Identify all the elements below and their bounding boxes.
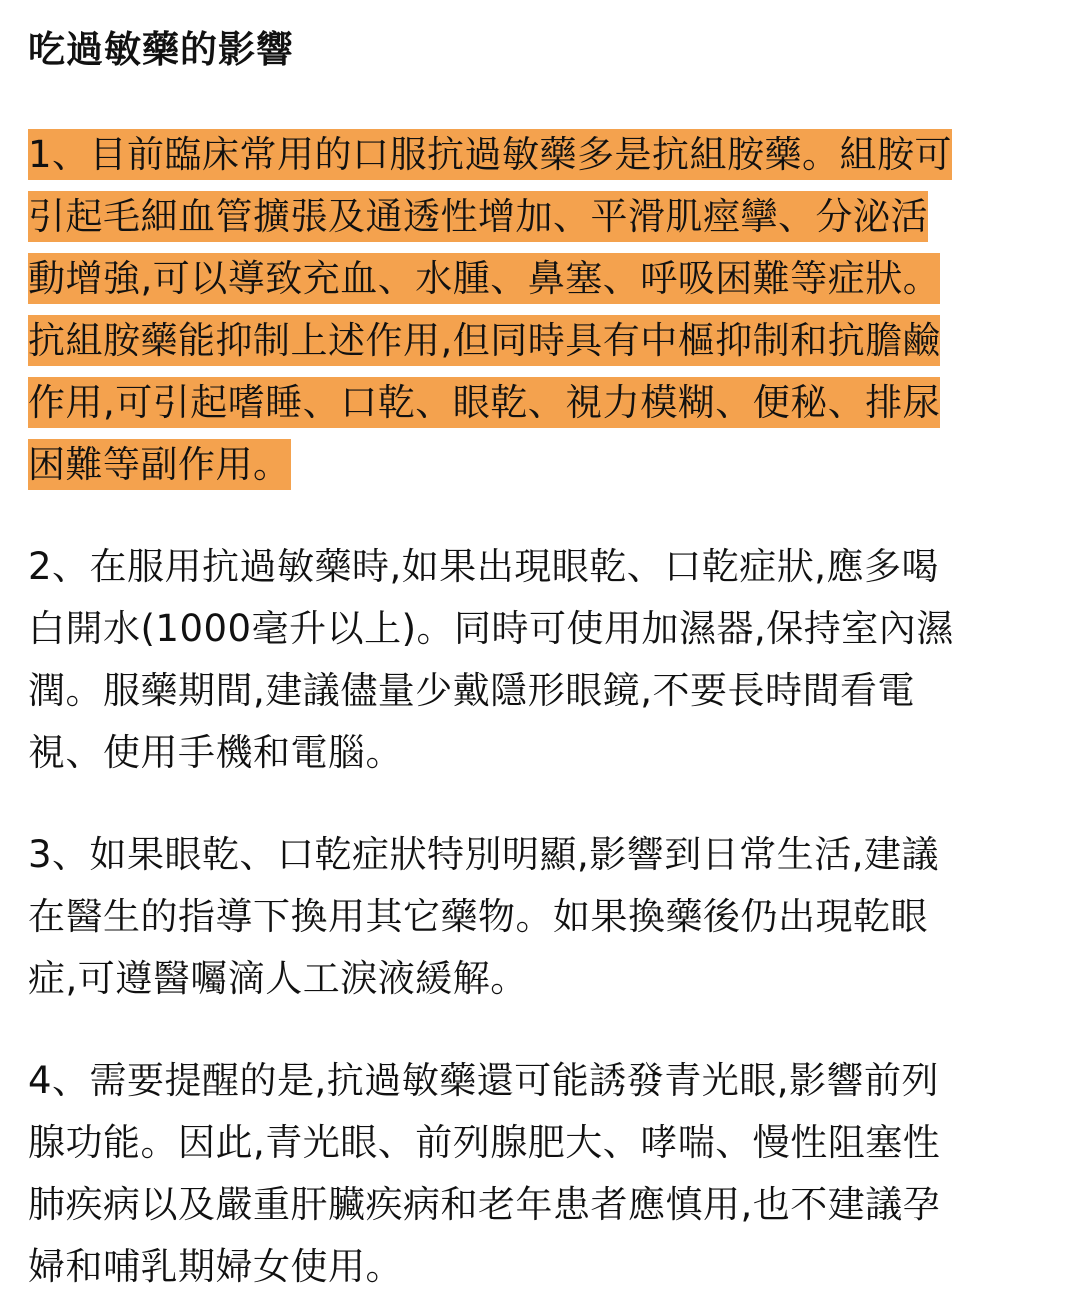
paragraph-line: 1、目前臨床常用的口服抗過敏藥多是抗組胺藥。組胺可: [28, 124, 1072, 186]
paragraph-line: 4、需要提醒的是,抗過敏藥還可能誘發青光眼,影響前列: [28, 1059, 940, 1102]
paragraph-4: [28, 1050, 1072, 1298]
paragraph-line: 症,可遵醫囑滴人工淚液緩解。: [28, 957, 528, 1000]
paragraph-1-highlighted: [28, 124, 1072, 496]
paragraph-line: 白開水(1000毫升以上)。同時可使用加濕器,保持室內濕: [28, 607, 954, 650]
paragraph-line: 腺功能。因此,青光眼、前列腺肥大、哮喘、慢性阻塞性: [28, 1121, 941, 1164]
paragraph-line: 困難等副作用。: [28, 434, 1072, 496]
paragraph-line: 潤。服藥期間,建議儘量少戴隱形眼鏡,不要長時間看電: [28, 669, 916, 712]
paragraph-line: 抗組胺藥能抑制上述作用,但同時具有中樞抑制和抗膽鹼: [28, 310, 1072, 372]
paragraph-line: 婦和哺乳期婦女使用。: [28, 1245, 403, 1288]
paragraph-line: 3、如果眼乾、口乾症狀特別明顯,影響到日常生活,建議: [28, 833, 940, 876]
paragraph-line: 引起毛細血管擴張及通透性增加、平滑肌痙攣、分泌活: [28, 186, 1072, 248]
paragraph-line: 作用,可引起嗜睡、口乾、眼乾、視力模糊、便秘、排尿: [28, 372, 1072, 434]
paragraph-line: 在醫生的指導下換用其它藥物。如果換藥後仍出現乾眼: [28, 895, 928, 938]
article-title: 吃過敏藥的影響: [28, 28, 294, 71]
paragraph-line: 動增強,可以導致充血、水腫、鼻塞、呼吸困難等症狀。: [28, 248, 1072, 310]
paragraph-2: [28, 536, 1072, 784]
paragraph-line: 2、在服用抗過敏藥時,如果出現眼乾、口乾症狀,應多喝: [28, 545, 940, 588]
paragraph-3: [28, 824, 1072, 1010]
paragraph-line: 肺疾病以及嚴重肝臟疾病和老年患者應慎用,也不建議孕: [28, 1183, 941, 1226]
paragraph-line: 視、使用手機和電腦。: [28, 731, 403, 774]
